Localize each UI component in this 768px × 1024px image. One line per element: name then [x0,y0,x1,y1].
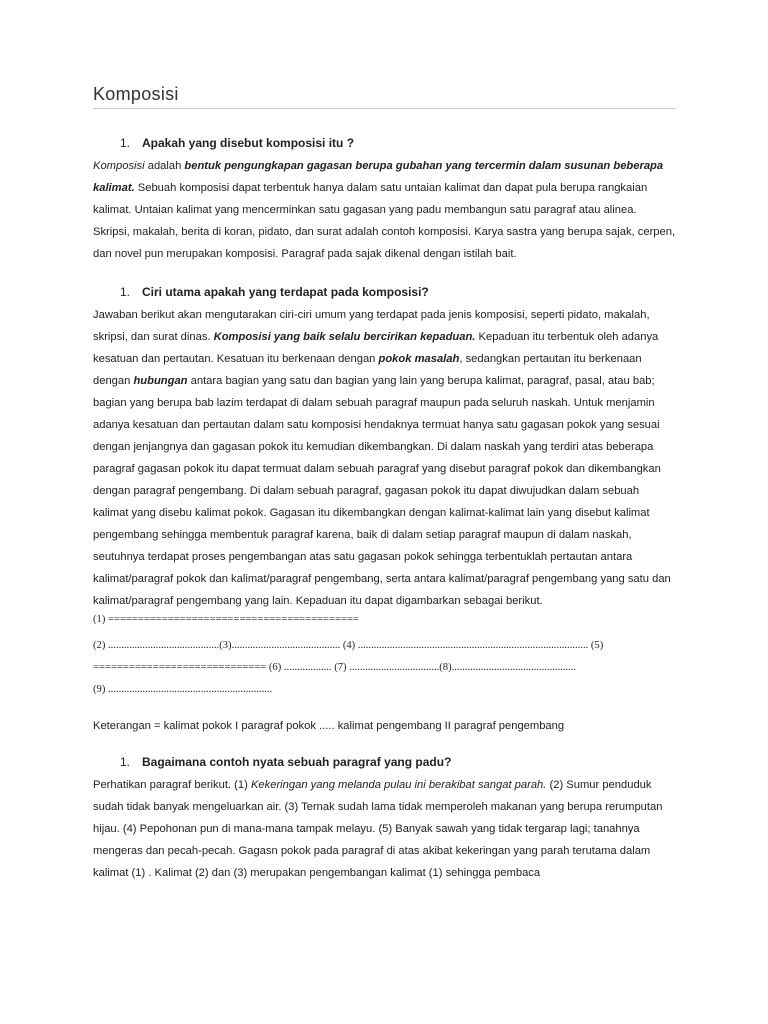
question-1 [93,136,676,150]
text-run: (2) Sumur penduduk sudah tidak banyak mengeluarkan air. (3) Ternak sudah lama tidak memperoleh makanan yang berupa rerumputan hijau. (4) Pepohonan pun di mana-mana tampak melayu. (5) Banyak sawah yang tidak tergarap lagi; tanahnya mengeras dan pecah-pecah. Gagasn pokok pada paragraf di atas akibat kekeringan yang parah terutama dalam kalimat (1) . Kalimat (2) dan (3) merupakan pengembangan kalimat (1) sehingga pembaca [93,779,663,879]
diagram-line-2: (2) ..........................................(3)......................................... (4) ....................................................................................... (5) [93,640,604,651]
question-text: Ciri utama apakah yang terdapat pada komposisi? [142,285,429,299]
question-text: Apakah yang disebut komposisi itu ? [142,136,355,150]
text-italic: Komposisi [93,160,145,172]
text-bold-italic: bentuk pengungkapan gagasan berupa gubahan yang tercermin dalam susunan beberapa kalimat. [93,160,664,194]
paragraph-characteristics [93,304,676,612]
question-3 [93,755,676,769]
text-bold-italic: pokok masalah [378,353,460,365]
paragraph-example [93,774,676,884]
text-bold-italic: Komposisi yang baik selalu bercirikan kepaduan. [213,331,476,343]
text-run: Jawaban berikut akan mengutarakan ciri-ciri umum yang terdapat pada jenis komposisi, seperti pidato, makalah, skripsi, dan surat dinas. [93,309,650,343]
text-run: Sebuah komposisi dapat terbentuk hanya dalam satu untaian kalimat dan dapat pula berupa rangkaian kalimat. Untaian kalimat yang mencerminkan satu gagasan yang padu membangun satu paragraf atau alinea. Skripsi, makalah, berita di koran, pidato, dan surat adalah contoh komposisi. Karya sastra yang berupa sajak, cerpen, dan novel pun merupakan komposisi. Paragraf pada sajak dikenal dengan istilah bait. [93,182,676,260]
diagram-note: Keterangan = kalimat pokok I paragraf pokok ..... kalimat pengembang II paragraf pengembang [93,720,565,732]
text-run: adalah [144,160,185,172]
diagram-line-1: (1) ========================================== [93,614,359,625]
text-run: Perhatikan paragraf berikut. (1) [93,779,251,791]
text-run: Kepaduan itu terbentuk oleh adanya kesatuan dan pertautan. Kesatuan itu berkenaan dengan [93,331,659,365]
text-bold-italic: hubungan [133,375,188,387]
list-number: 1. [120,136,131,150]
paragraph-definition [93,155,676,265]
diagram-line-3: ============================= (6) .................. (7) ..................................(8)............................................... [93,662,577,673]
diagram-line-4: (9) .............................................................. [93,684,273,695]
question-2 [93,285,676,299]
text-run: antara bagian yang satu dan bagian yang lain yang berupa kalimat, paragraf, pasal, atau bab; bagian yang berupa bab lazim terdapat di dalam sebuah paragraf maupun pada seluruh naskah. Untuk menjamin adanya kesatuan dan pertautan dalam satu komposisi hendaknya termuat hanya satu gagasan pokok yang sesuai dengan jenjangnya dan gagasan pokok itu kemudian dikembangkan. Di dalam naskah yang terdiri atas beberapa paragraf gagasan pokok itu dapat termuat dalam sebuah paragraf yang disebut paragraf pokok dan dikembangkan dengan paragraf pengembang. Di dalam sebuah paragraf, gagasan pokok itu dapat diwujudkan dalam sebuah kalimat yang disebu kalimat pokok. Gagasan itu dikembangkan dengan kalimat-kalimat lain yang disebut kalimat pengembang sehingga membentuk paragraf karena, baik di dalam setiap paragraf maupun di dalam naskah, seutuhnya terdapat proses pengembangan atas satu gagasan pokok sehingga terbentuklah pertautan antara kalimat/paragraf pokok dan kalimat/paragraf pengembang, serta antara kalimat/paragraf pengembang yang satu dan kalimat/paragraf pengembang yang lain. Kepaduan itu dapat digambarkan sebagai berikut. [93,375,671,607]
text-run: , sedangkan pertautan itu berkenaan dengan [93,353,642,387]
list-number: 1. [120,755,131,769]
text-italic: Kekeringan yang melanda pulau ini berakibat sangat parah. [250,779,547,791]
question-text: Bagaimana contoh nyata sebuah paragraf yang padu? [142,755,452,769]
list-number: 1. [120,285,131,299]
document-title: Komposisi [93,84,676,109]
